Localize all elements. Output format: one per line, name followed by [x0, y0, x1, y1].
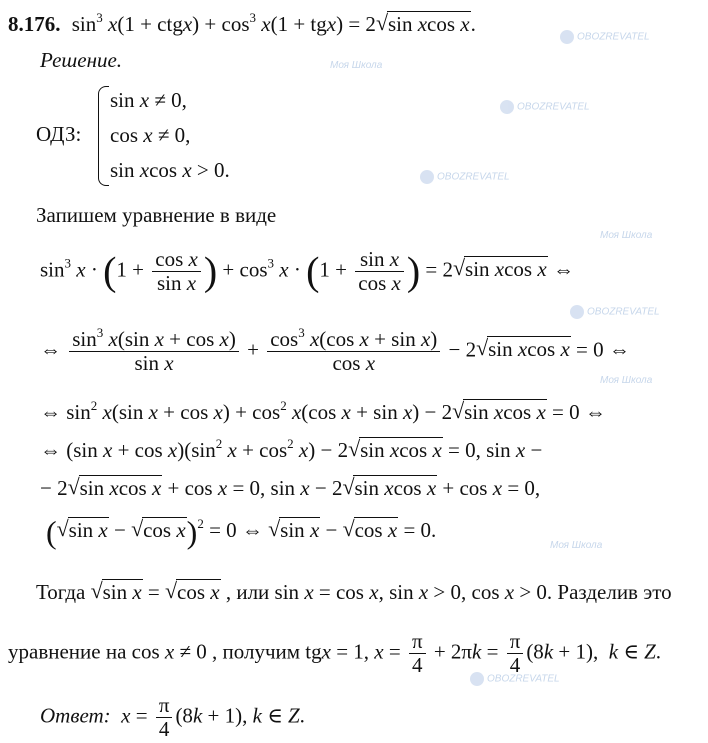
odz-label: ОДЗ: — [36, 122, 82, 146]
watermark: OBOZREVATEL — [560, 30, 650, 44]
watermark-logo-icon — [470, 672, 484, 686]
watermark-logo-icon — [570, 305, 584, 319]
answer-label: Ответ: — [40, 703, 111, 728]
watermark-logo-icon — [420, 170, 434, 184]
watermark: Моя Школа — [330, 60, 383, 71]
problem-number: 8.176. — [8, 12, 61, 36]
watermark-logo-icon — [560, 30, 574, 44]
step-3: ⇔ $\sin^2 x(\sin$ $x + \cos x) + \cos^2 x(\cos$ x + sin x) − 2√ sin xcos x = 0 ⇔ — [40, 402, 606, 423]
watermark: OBOZREVATEL — [420, 170, 510, 184]
watermark: Моя Школа — [600, 230, 653, 241]
step-6: (√ sin x − √ cos x)$^2$ = 0 ⇔ √ sin x − √ cos x = 0. — [46, 520, 436, 541]
watermark: OBOZREVATEL — [570, 305, 660, 319]
intro-text: Запишем уравнение в виде — [36, 203, 277, 227]
watermark-logo-icon — [500, 100, 514, 114]
conclusion-line-1: Тогда √ sin x = √ cos x , или sin x = cos x, sin x > 0, cos x > 0. Разделив это — [36, 582, 672, 603]
answer-line: Ответ: x = $\frac{\pi}{4}$ (8k + 1), k ∈ Z. — [40, 693, 305, 742]
step-1: $\sin^3 x \cdot (1$ + $\frac{\text{cos x}}{\text{sin x}}$ ) + $\cos^3 x \cdot (1$ + $\frac{\text{sin x}}{\text{cos x}}$ ) = 2√ sin xcos x ⇔ — [40, 248, 574, 295]
odz-condition-1: sin x ≠ 0, — [110, 88, 187, 112]
watermark: Моя Школа — [550, 540, 603, 551]
watermark: OBOZREVATEL — [500, 100, 590, 114]
step-5: − 2√ sin xcos x + cos x = 0, sin x − 2√ sin xcos x + cos x = 0, — [40, 478, 540, 499]
solution-label: Решение. — [40, 48, 123, 72]
odz-condition-2: cos x ≠ 0, — [110, 123, 191, 147]
system-brace — [98, 86, 109, 186]
step-4: ⇔ (sin $x + \cos x)(\sin^2$ $x + \cos^2 x) - 2√$ sin xcos x = 0, sin x − — [40, 440, 542, 461]
watermark: OBOZREVATEL — [470, 672, 560, 686]
odz-condition-3: sin xcos x > 0. — [110, 158, 230, 182]
watermark: Моя Школа — [600, 375, 653, 386]
problem-line: 8.176. $\sin^3 x(1$ + ctgx) + $\cos^3 x(1 + tgx) = 2√$ sin xcos x. — [8, 14, 476, 35]
step-2: ⇔ $\frac{\sin^3 x(\sin x + \cos x)}{\text{sin x}}$ + $\frac{\cos^3 x(\cos x + \sin x)}{\text{cos x}}$ − 2√ sin xcos x = 0 ⇔ — [40, 328, 630, 375]
conclusion-line-2: уравнение на cos x ≠ 0 , получим tgx = 1, x = $\frac{\pi}{4}$ + 2πk = $\frac{\pi}{4}$ (8k + 1), k ∈ Z. — [8, 629, 662, 678]
